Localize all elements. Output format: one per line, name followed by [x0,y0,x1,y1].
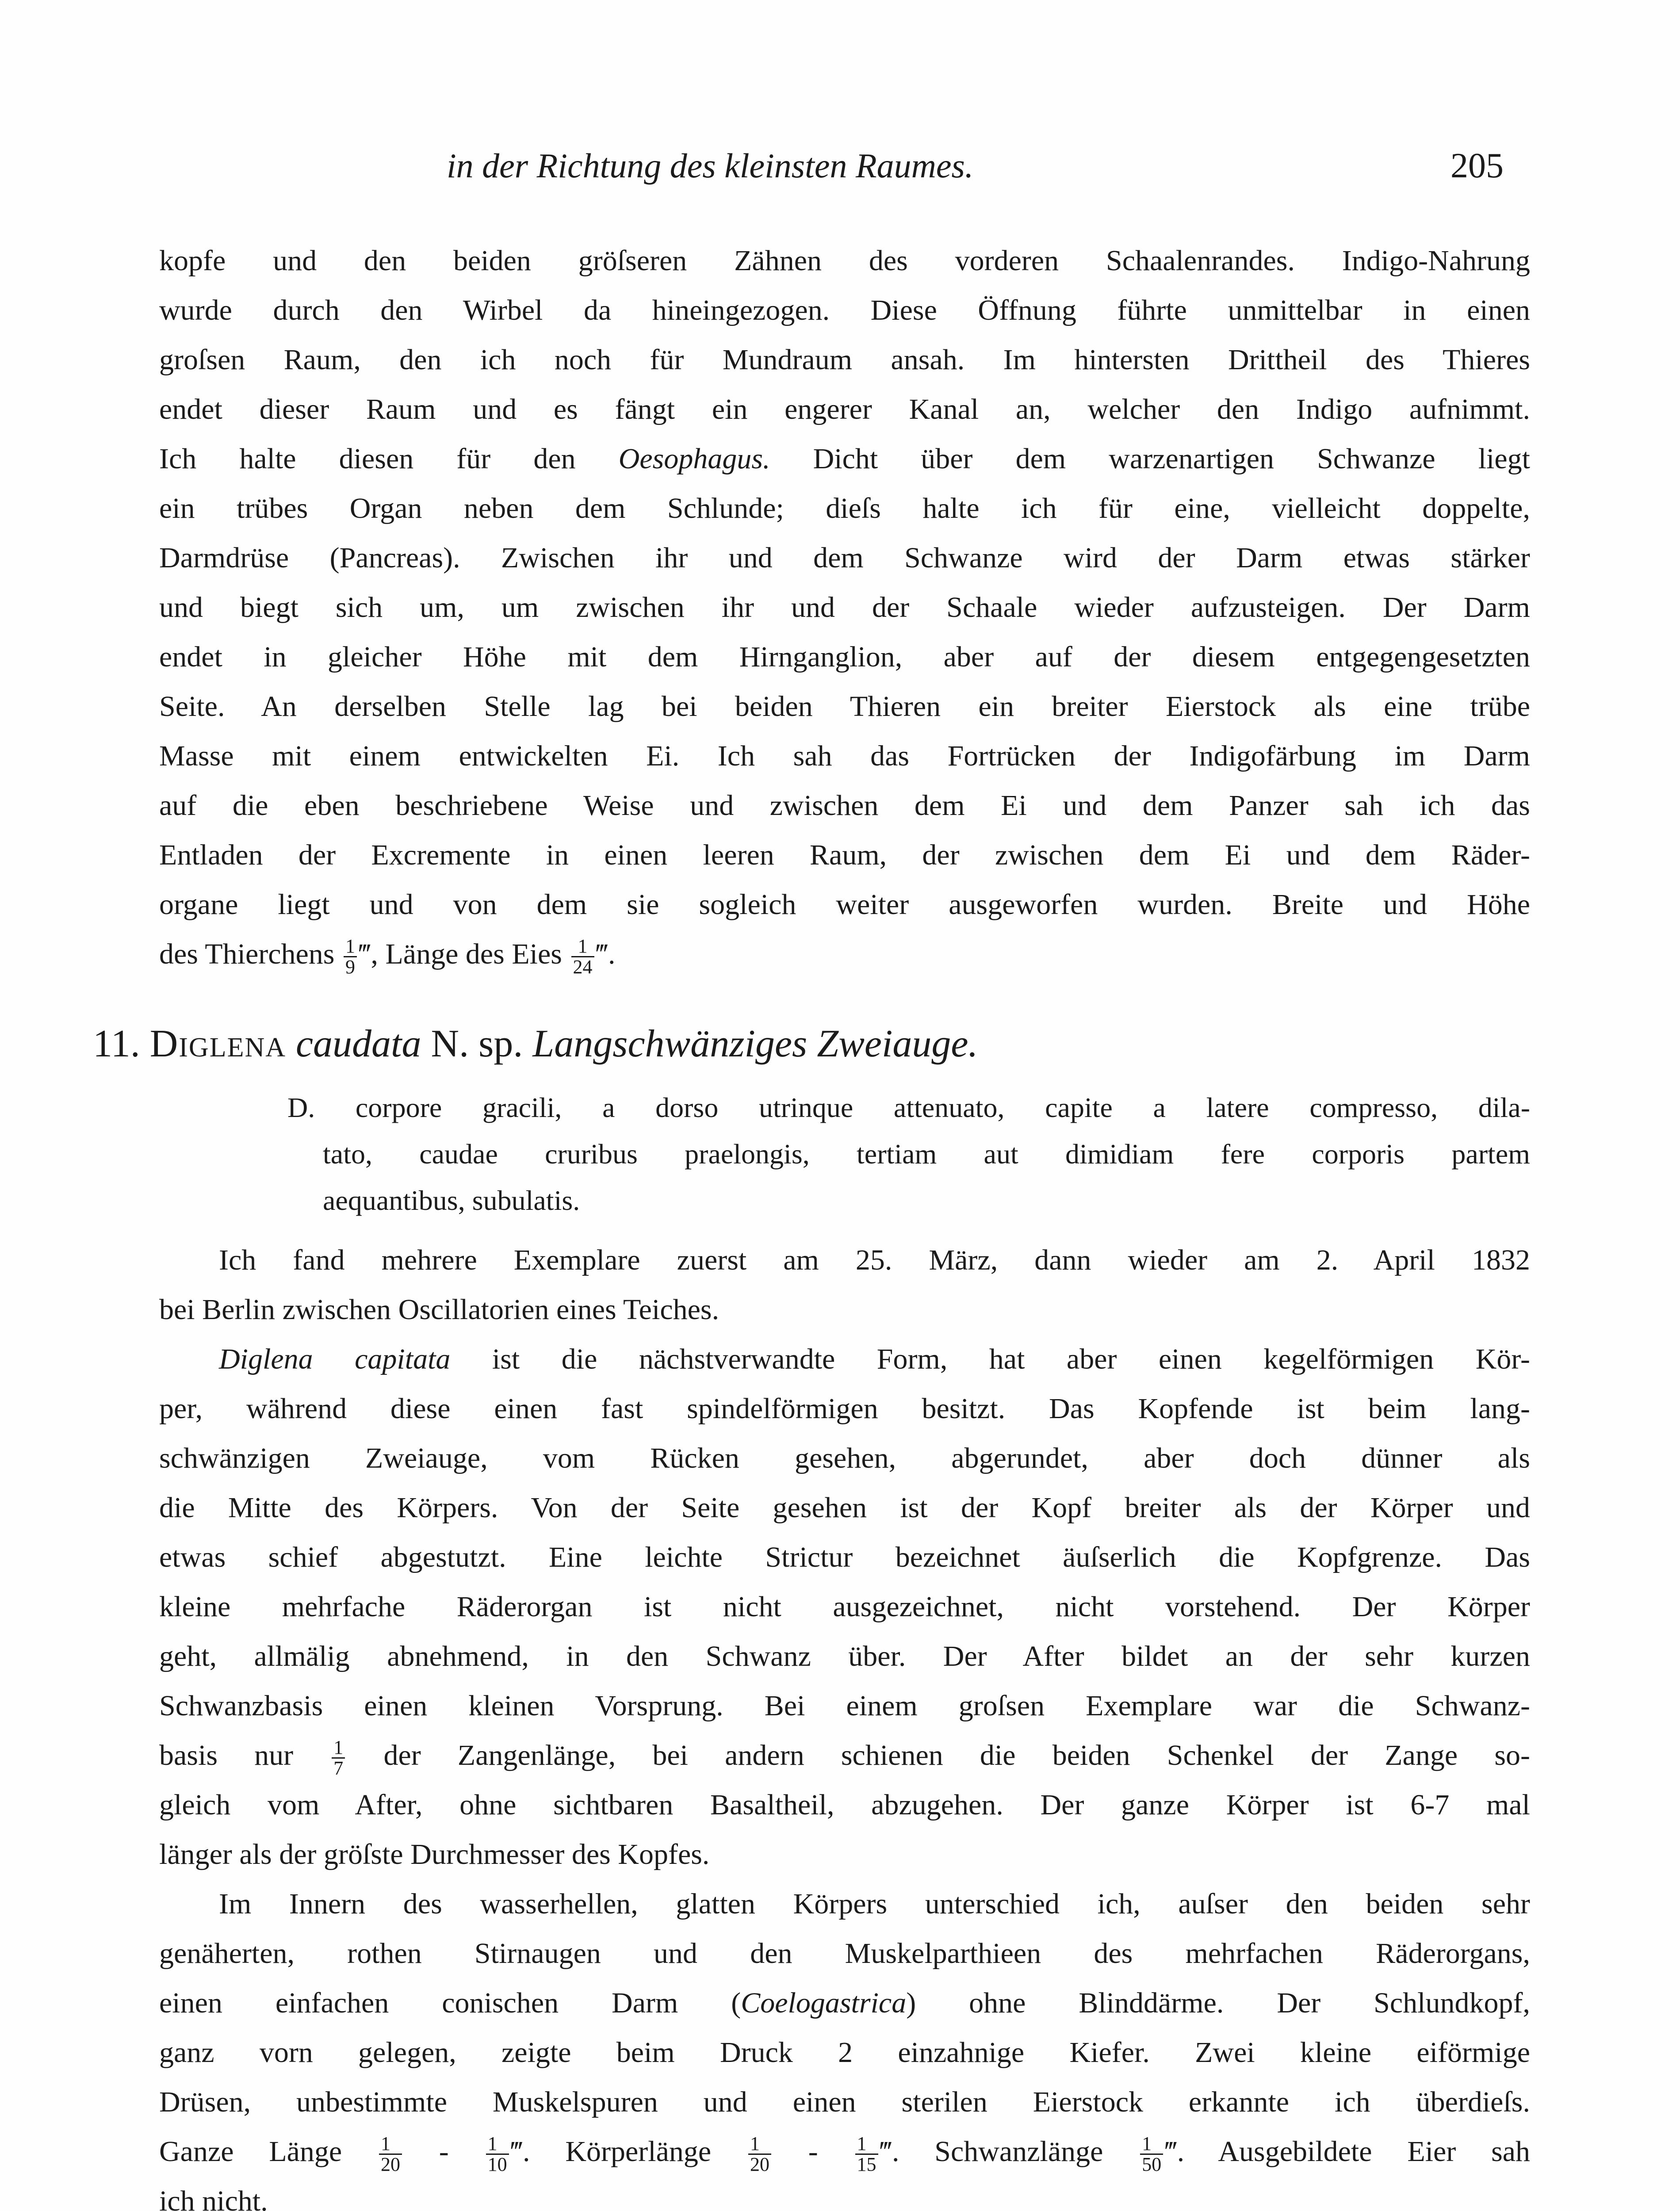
text-line: ein trübes Organ neben dem Schlunde; dieſs halte ich für eine, vielleicht doppelte, [159,492,1530,524]
text-line [219,1337,1530,1381]
text-line: ich nicht. [159,2185,268,2211]
common-name: Langschwänziges Zweiauge. [532,1022,978,1065]
text-line: etwas schief abgestutzt. Eine leichte Strictur bezeichnet äuſserlich die Kopfgrenze. Das [159,1541,1530,1573]
text-run: Dicht über dem warzenartigen Schwanze liegt [813,443,1531,475]
text-run: basis nur [159,1739,294,1771]
text-run: Ganze Länge [159,2135,342,2168]
text-run: der Zangenlänge, bei andern schienen die beiden Schenkel der Zange so- [383,1739,1530,1771]
text-line: aequantibus, subulatis. [323,1185,580,1216]
text-line: Masse mit einem entwickelten Ei. Ich sah das Fortrücken der Indigofärbung im Darm [159,740,1530,772]
text-run: ist die nächstverwandte Form, hat aber einen kegelförmigen Kör- [492,1343,1530,1375]
text-line: Im Innern des wasserhellen, glatten Körpers unterschied ich, auſser den beiden sehr [219,1888,1530,1920]
text-line: die Mitte des Körpers. Von der Seite gesehen ist der Kopf breiter als der Körper und [159,1492,1530,1524]
fraction-numerator: 1 [855,2134,878,2155]
text-run: Ich halte diesen für den [159,443,576,475]
text-line: per, während diese einen fast spindelförmigen besitzt. Das Kopfende ist beim lang- [159,1392,1530,1425]
text-line [159,932,616,977]
text-line: organe liegt und von dem sie sogleich weiter ausgeworfen wurden. Breite und Höhe [159,888,1530,921]
text-run: - [808,2135,818,2168]
text-run: ) ohne Blinddärme. Der Schlundkopf, [906,1987,1530,2019]
fraction [332,1738,345,1778]
text-line [159,1733,1530,1778]
fraction [748,2134,771,2174]
text-line: Seite. An derselben Stelle lag bei beiden Thieren ein breiter Eierstock als eine trübe [159,690,1530,723]
text-line: D. corpore gracili, a dorso utrinque attenuato, capite a latere compresso, dila- [287,1092,1530,1123]
genus-name: Diglena [149,1022,286,1065]
text-line [159,1981,1530,2025]
fraction-denominator: 9 [345,956,355,978]
text-line: bei Berlin zwischen Oscillatorien eines Teiches. [159,1293,719,1326]
fraction-denominator: 15 [857,2154,876,2176]
text-line: Schwanzbasis einen kleinen Vorsprung. Bei einem groſsen Exemplare war die Schwanz- [159,1690,1530,1722]
fraction-denominator: 24 [573,956,593,978]
text-run: - [439,2135,449,2168]
fraction-numerator: 1 [379,2134,402,2155]
text-run: ‴. [596,938,616,970]
fraction-denominator: 20 [750,2154,769,2176]
text-line: Entladen der Excremente in einen leeren Raum, der zwischen dem Ei und dem Räder- [159,839,1530,871]
fraction-denominator: 20 [381,2154,401,2176]
fraction-numerator: 1 [748,2134,771,2155]
text-line: kopfe und den beiden gröſseren Zähnen des vorderen Schaalenrandes. Indigo-Nahrung [159,245,1530,277]
fraction-denominator: 50 [1142,2154,1162,2176]
text-line: und biegt sich um, um zwischen ihr und der Schaale wieder aufzusteigen. Der Darm [159,591,1530,624]
text-line: Ich fand mehrere Exemplare zuerst am 25. März, dann wieder am 2. April 1832 [219,1244,1530,1276]
text-line: geht, allmälig abnehmend, in den Schwanz über. Der After bildet an der sehr kurzen [159,1640,1530,1672]
text-line [159,2130,1530,2174]
running-header: in der Richtung des kleinsten Raumes. [447,146,974,185]
page-number: 205 [1450,146,1504,185]
text-run: ‴, Länge des Eies [358,938,562,970]
fraction-denominator: 7 [333,1757,344,1779]
fraction [1140,2134,1163,2174]
fraction-numerator: 1 [1140,2134,1163,2155]
text-line: kleine mehrfache Räderorgan ist nicht ausgezeichnet, nicht vorstehend. Der Körper [159,1591,1530,1623]
text-line: tato, caudae cruribus praelongis, tertiam aut dimidiam fere corporis partem [323,1138,1530,1170]
fraction [571,937,594,977]
text-line: wurde durch den Wirbel da hineingezogen. Diese Öffnung führte unmittelbar in einen [159,294,1530,326]
text-run: einen einfachen conischen Darm ( [159,1987,741,2019]
fraction [486,2134,509,2174]
text-line: groſsen Raum, den ich noch für Mundraum ansah. Im hintersten Drittheil des Thieres [159,344,1530,376]
italic-term: Coelogastrica [741,1987,907,2019]
text-line: länger als der gröſste Durchmesser des Kopfes. [159,1838,710,1871]
new-species-mark: N. sp. [431,1022,523,1065]
fraction-numerator: 1 [332,1738,345,1759]
text-line: auf die eben beschriebene Weise und zwischen dem Ei und dem Panzer sah ich das [159,789,1530,822]
text-run: des Thierchens [159,938,335,970]
text-line: Darmdrüse (Pancreas). Zwischen ihr und dem Schwanze wird der Darm etwas stärker [159,542,1530,574]
text-line: Drüsen, unbestimmte Muskelspuren und einen sterilen Eierstock erkannte ich überdieſs. [159,2086,1530,2118]
italic-term: Oesophagus. [618,443,770,475]
italic-term: Diglena capitata [219,1343,451,1375]
fraction-denominator: 10 [487,2154,507,2176]
text-line: endet in gleicher Höhe mit dem Hirnganglion, aber auf der diesem entgegengesetzten [159,641,1530,673]
text-line: genäherten, rothen Stirnaugen und den Muskelparthieen des mehrfachen Räderorgans, [159,1937,1530,1970]
section-heading [93,1021,978,1066]
fraction [344,937,357,977]
text-line: endet dieser Raum und es fängt ein engerer Kanal an, welcher den Indigo aufnimmt. [159,393,1530,425]
fraction-numerator: 1 [344,937,357,957]
text-run: ‴. Schwanzlänge [880,2135,1103,2168]
fraction-numerator: 1 [486,2134,509,2155]
text-line [159,437,1530,481]
fraction [855,2134,878,2174]
fraction-numerator: 1 [571,937,594,957]
species-name: caudata [296,1022,421,1065]
fraction [379,2134,402,2174]
text-line: ganz vorn gelegen, zeigte beim Druck 2 einzahnige Kiefer. Zwei kleine eiförmige [159,2036,1530,2069]
text-run: ‴. Körperlänge [510,2135,712,2168]
text-line: schwänzigen Zweiauge, vom Rücken gesehen, abgerundet, aber doch dünner als [159,1442,1530,1474]
text-run: ‴. Ausgebildete Eier sah [1165,2135,1531,2168]
section-number: 11. [93,1022,140,1065]
text-line: gleich vom After, ohne sichtbaren Basaltheil, abzugehen. Der ganze Körper ist 6-7 mal [159,1789,1530,1821]
